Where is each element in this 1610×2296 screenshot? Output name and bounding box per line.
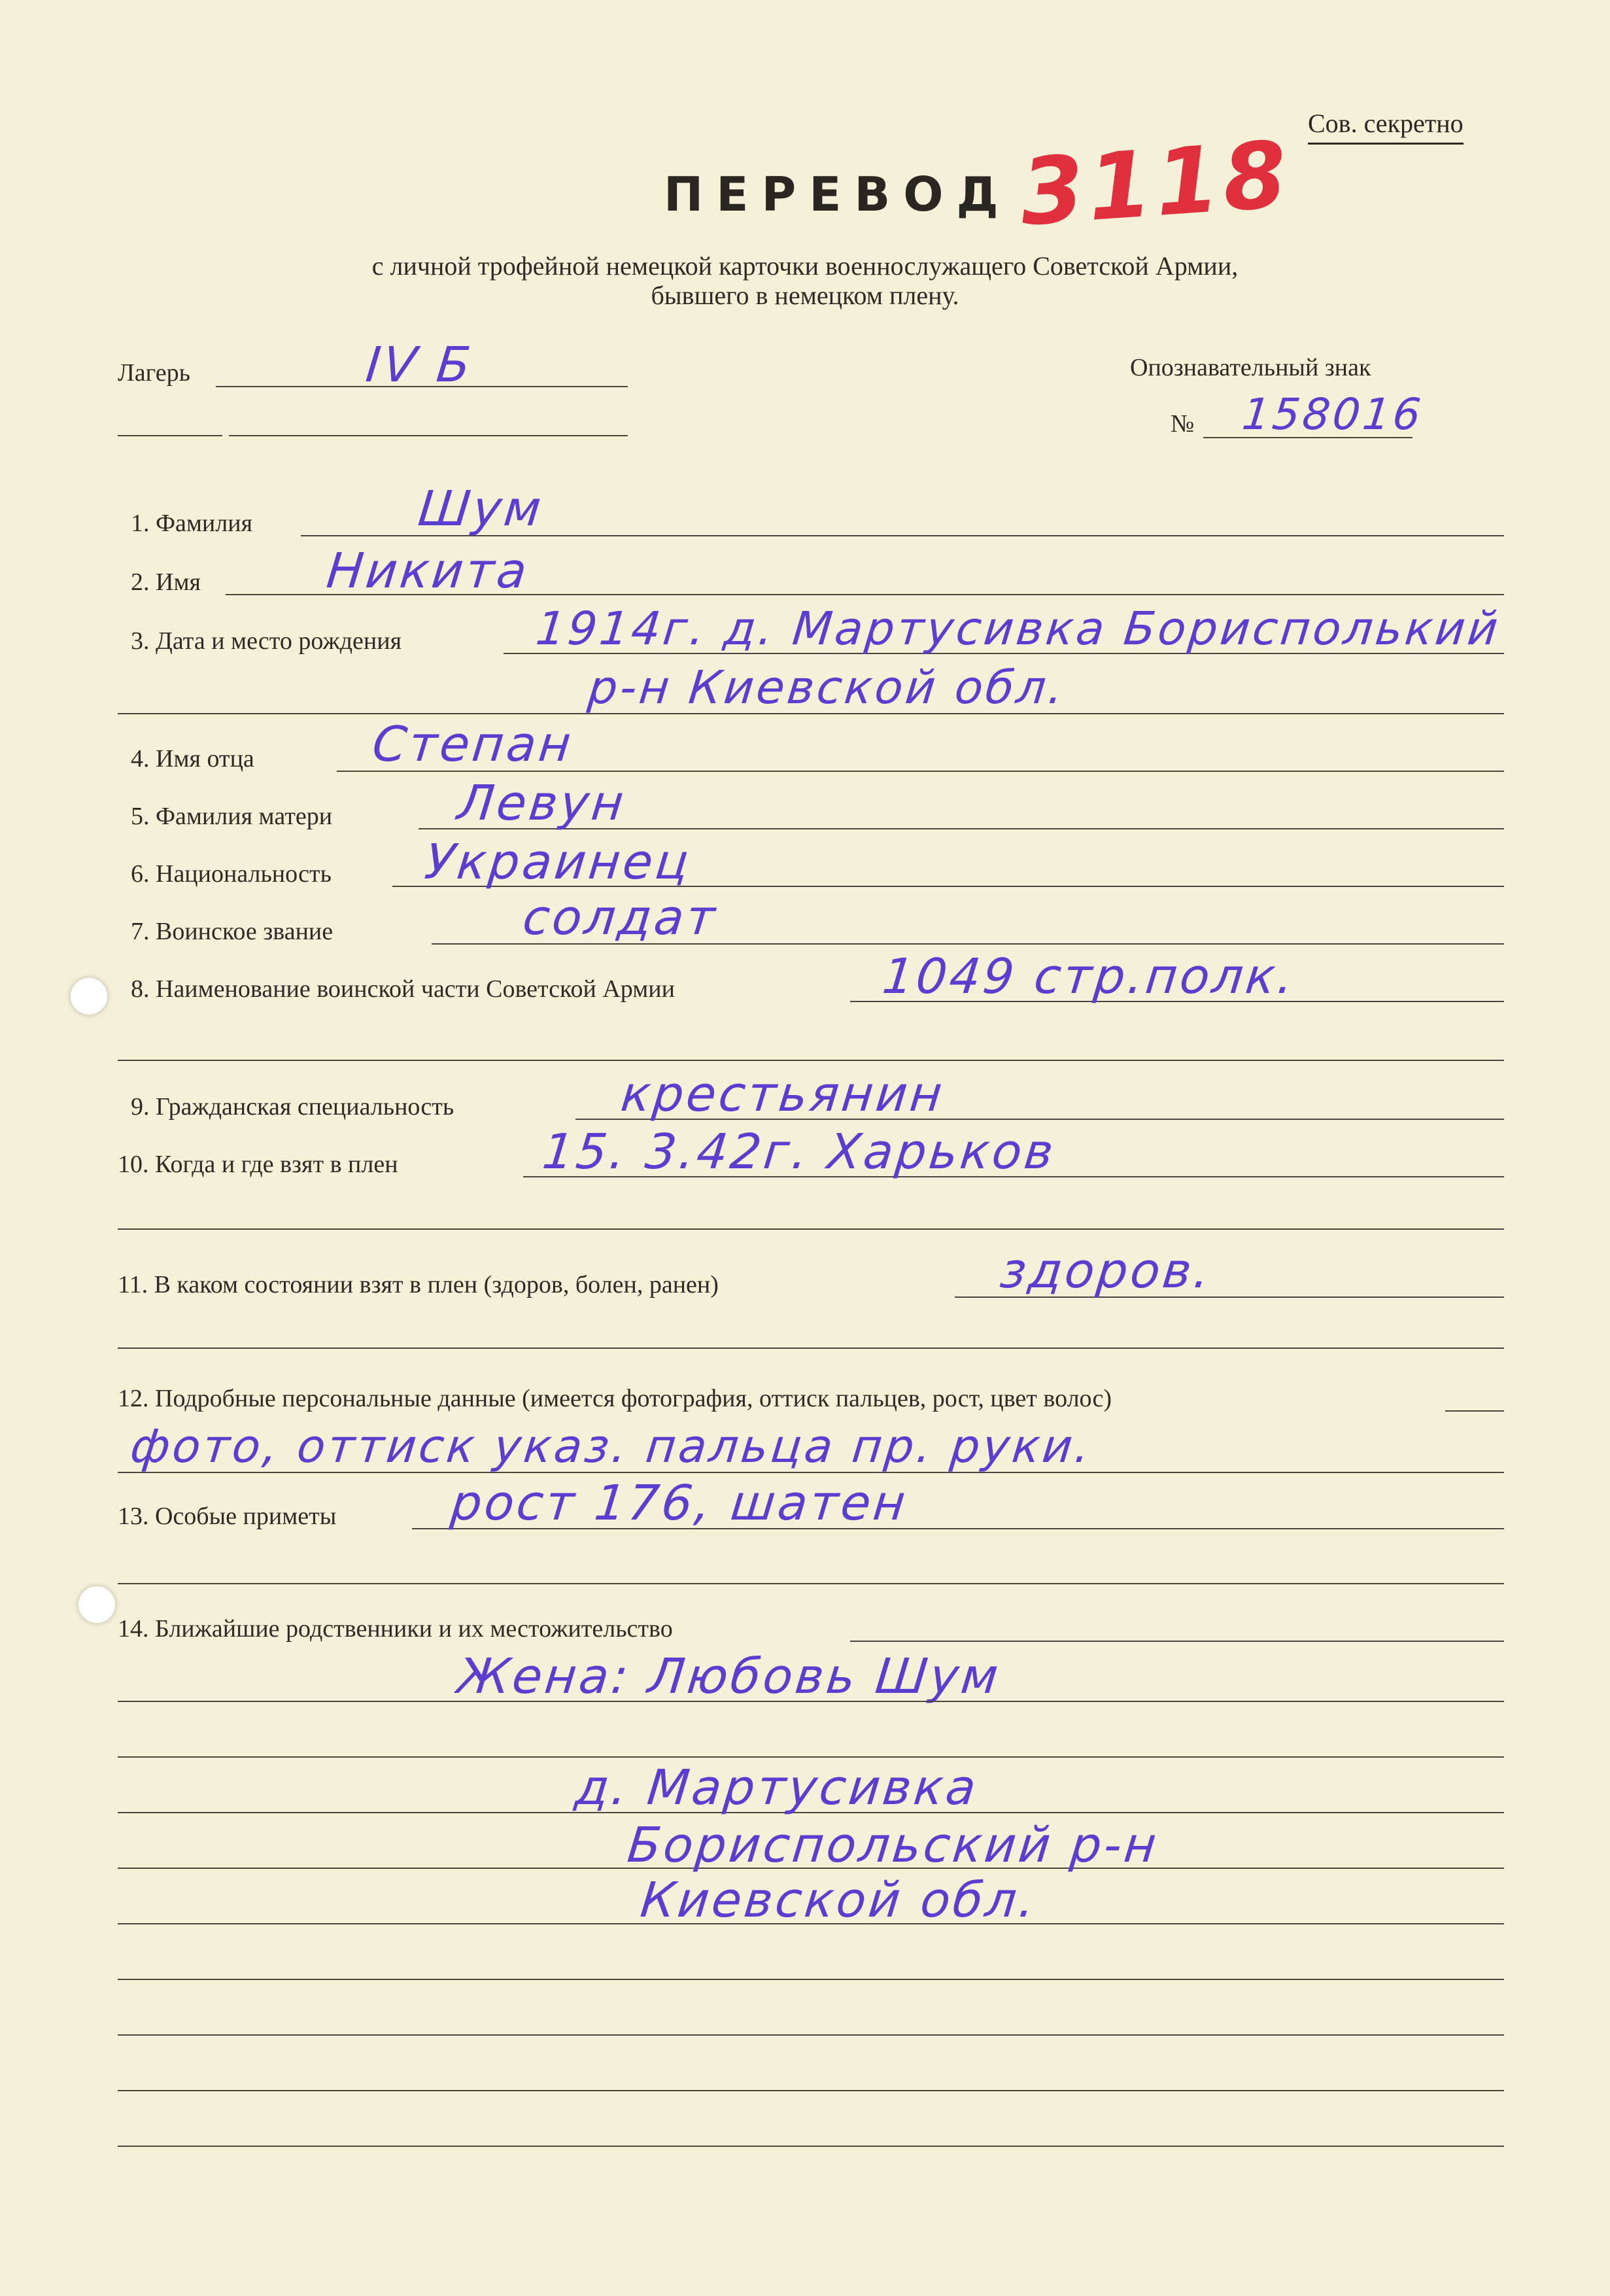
field-8-value: 1049 стр.полк. bbox=[880, 948, 1299, 1005]
field-4-label: 4. Имя отца bbox=[131, 745, 254, 773]
field-11-label: 11. В каком состоянии взят в плен (здоров, болен, ранен) bbox=[118, 1271, 719, 1298]
field-2-label: 2. Имя bbox=[131, 568, 201, 596]
id-tag-number-sign: № bbox=[1171, 410, 1195, 438]
camp-value: IV Б bbox=[363, 337, 476, 393]
field-2-value: Никита bbox=[324, 543, 532, 599]
camp-label: Лагерь bbox=[118, 359, 190, 387]
form-title: ПЕРЕВОД bbox=[664, 167, 1012, 222]
field-14-value-1: Жена: Любовь Шум bbox=[454, 1648, 1004, 1705]
subtitle-line-2: бывшего в немецком плену. bbox=[651, 281, 959, 310]
field-14-line-3 bbox=[118, 1756, 1504, 1758]
field-12-value: фото, оттиск указ. пальца пр. руки. bbox=[128, 1419, 1095, 1473]
field-14-line-2 bbox=[118, 1701, 1504, 1702]
field-12-line-2 bbox=[118, 1472, 1504, 1473]
id-tag-label: Опознавательный знак bbox=[1130, 354, 1371, 381]
field-3-value-2: р-н Киевской обл. bbox=[585, 661, 1069, 714]
field-5-label: 5. Фамилия матери bbox=[131, 803, 333, 830]
field-14-label: 14. Ближайшие родственники и их местожительство bbox=[118, 1615, 673, 1643]
field-6-value: Украинец bbox=[422, 834, 694, 890]
field-14-value-2: д. Мартусивка bbox=[572, 1760, 982, 1816]
field-13-value: рост 176, шатен bbox=[448, 1475, 911, 1531]
camp-line-2b bbox=[229, 435, 628, 436]
field-10-line-2 bbox=[118, 1228, 1504, 1230]
field-1-value: Шум bbox=[415, 481, 547, 537]
field-1-label: 1. Фамилия bbox=[131, 510, 253, 537]
field-9-label: 9. Гражданская специальность bbox=[131, 1093, 454, 1121]
field-8-line-2 bbox=[118, 1060, 1504, 1061]
field-4-value: Степан bbox=[369, 716, 576, 773]
field-3-label: 3. Дата и место рождения bbox=[131, 627, 402, 655]
punch-hole-top bbox=[71, 978, 107, 1015]
field-12-label: 12. Подробные персональные данные (имеется фотография, оттиск пальцев, рост, цвет волос) bbox=[118, 1385, 1112, 1412]
field-11-value: здоров. bbox=[997, 1243, 1215, 1299]
field-6-label: 6. Национальность bbox=[131, 860, 332, 888]
subtitle-line-1: с личной трофейной немецкой карточки военнослужащего Советской Армии, bbox=[371, 251, 1239, 281]
field-5-value: Левун bbox=[454, 775, 629, 831]
field-14-line-10 bbox=[118, 2146, 1504, 2147]
camp-line-2a bbox=[118, 435, 222, 436]
punch-hole-bottom bbox=[78, 1586, 115, 1623]
field-13-line-2 bbox=[118, 1583, 1504, 1584]
field-3-value: 1914г. д. Мартусивка Борисполький bbox=[533, 602, 1503, 655]
field-9-value: крестьянин bbox=[618, 1066, 948, 1122]
field-14-value-4: Киевской обл. bbox=[638, 1872, 1040, 1928]
field-14-line-8 bbox=[118, 2034, 1504, 2036]
field-14-value-3: Бориспольский р-н bbox=[625, 1817, 1162, 1873]
field-13-label: 13. Особые приметы bbox=[118, 1503, 337, 1530]
red-handwritten-number: 3118 bbox=[1016, 121, 1294, 247]
field-14-line-7 bbox=[118, 1979, 1504, 1980]
field-14-line-9 bbox=[118, 2090, 1504, 2091]
id-tag-value: 158016 bbox=[1239, 389, 1426, 440]
field-10-value: 15. 3.42г. Харьков bbox=[540, 1124, 1059, 1180]
field-12-line bbox=[1445, 1410, 1504, 1412]
field-7-label: 7. Воинское звание bbox=[131, 918, 334, 945]
field-11-line-2 bbox=[118, 1348, 1504, 1349]
field-10-label: 10. Когда и где взят в плен bbox=[118, 1151, 398, 1178]
field-7-value: солдат bbox=[520, 890, 721, 946]
field-8-label: 8. Наименование воинской части Советской Армии bbox=[131, 975, 675, 1003]
classification-label: Сов. секретно bbox=[1308, 108, 1464, 145]
field-14-line bbox=[850, 1641, 1504, 1642]
